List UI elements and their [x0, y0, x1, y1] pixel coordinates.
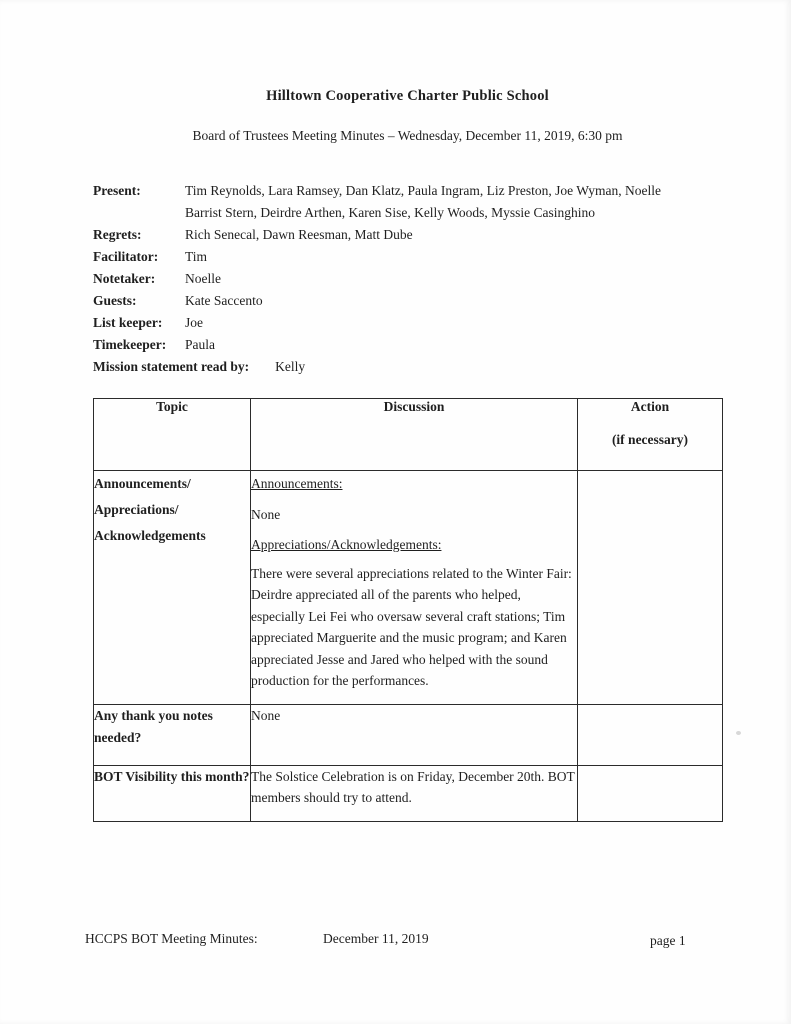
- document-content: [93, 88, 722, 822]
- timekeeper-value: Paula: [185, 337, 215, 352]
- listkeeper-value: Joe: [185, 315, 203, 330]
- scan-artifact-dot: [736, 731, 741, 735]
- action-cell-bot-visibility: [578, 766, 723, 822]
- table-row-bot-visibility: [94, 766, 723, 822]
- present-value: Tim Reynolds, Lara Ramsey, Dan Klatz, Paula Ingram, Liz Preston, Joe Wyman, Noelle Barrist Stern, Deirdre Arthen, Karen Sise, Kelly Woods, Myssie Casinghino: [185, 183, 661, 220]
- footer-page-number: page 1: [650, 933, 686, 948]
- header-action-sublabel: (if necessary): [611, 432, 689, 447]
- footer-date: December 11, 2019: [323, 931, 429, 946]
- info-row-listkeeper: [93, 312, 722, 334]
- topic-cell-bot-visibility: BOT Visibility this month?: [94, 766, 251, 822]
- discussion-body-announcements: None: [251, 506, 281, 522]
- topic-line: Acknowledgements: [94, 528, 206, 543]
- footer-document-label: HCCPS BOT Meeting Minutes:: [85, 931, 258, 946]
- minutes-table: [93, 398, 723, 822]
- topic-line: Appreciations/: [94, 502, 179, 517]
- listkeeper-label: List keeper:: [93, 315, 163, 330]
- discussion-cell-announcements: [251, 471, 578, 705]
- timekeeper-label: Timekeeper:: [93, 337, 167, 352]
- discussion-body-appreciations: There were several appreciations related to the Winter Fair: Deirdre appreciated all of the parents who helped, especially Lei Fei who oversaw several craft stations; Tim appreciated Marguerite and the music program; and Karen appreciated Jesse and Jared who helped with the sound production for the performances.: [251, 565, 572, 688]
- regrets-value: Rich Senecal, Dawn Reesman, Matt Dube: [185, 227, 413, 242]
- discussion-cell-thank-you-notes: None: [251, 705, 578, 766]
- guests-value: Kate Saccento: [185, 293, 263, 308]
- topic-line: Announcements/: [94, 476, 191, 491]
- info-row-present: [93, 180, 722, 224]
- topic-cell-announcements: [94, 471, 251, 705]
- header-action-label: Action: [630, 399, 670, 414]
- guests-label: Guests:: [93, 293, 137, 308]
- topic-cell-thank-you-notes: Any thank you notes needed?: [94, 705, 251, 766]
- facilitator-label: Facilitator:: [93, 249, 159, 264]
- mission-statement-label: Mission statement read by:: [93, 359, 250, 374]
- notetaker-label: Notetaker:: [93, 271, 156, 286]
- mission-statement-value: Kelly: [275, 359, 306, 374]
- discussion-cell-bot-visibility: The Solstice Celebration is on Friday, December 20th. BOT members should try to attend.: [251, 766, 578, 822]
- discussion-heading-announcements: Announcements:: [251, 476, 343, 491]
- discussion-heading-appreciations: Appreciations/Acknowledgements:: [251, 537, 442, 552]
- info-row-notetaker: [93, 268, 722, 290]
- notetaker-value: Noelle: [185, 271, 221, 286]
- table-row-announcements: [94, 471, 723, 705]
- header-cell-discussion: [251, 399, 578, 471]
- present-label: Present:: [93, 183, 141, 198]
- facilitator-value: Tim: [185, 249, 208, 264]
- header-cell-action: [578, 399, 723, 471]
- action-cell-announcements: [578, 471, 723, 705]
- meeting-info-section: [93, 180, 722, 378]
- table-header-row: [94, 399, 723, 471]
- document-subtitle: Board of Trustees Meeting Minutes – Wednesday, December 11, 2019, 6:30 pm: [192, 128, 623, 143]
- action-cell-thank-you-notes: [578, 705, 723, 766]
- header-topic-label: Topic: [156, 399, 188, 414]
- info-row-facilitator: [93, 246, 722, 268]
- info-row-timekeeper: [93, 334, 722, 356]
- document-title: Hilltown Cooperative Charter Public School: [266, 88, 549, 104]
- regrets-label: Regrets:: [93, 227, 142, 242]
- info-row-regrets: [93, 224, 722, 246]
- info-row-mission-statement: [93, 356, 722, 378]
- table-row-thank-you-notes: [94, 705, 723, 766]
- header-cell-topic: [94, 399, 251, 471]
- header-discussion-label: Discussion: [383, 399, 445, 414]
- info-row-guests: [93, 290, 722, 312]
